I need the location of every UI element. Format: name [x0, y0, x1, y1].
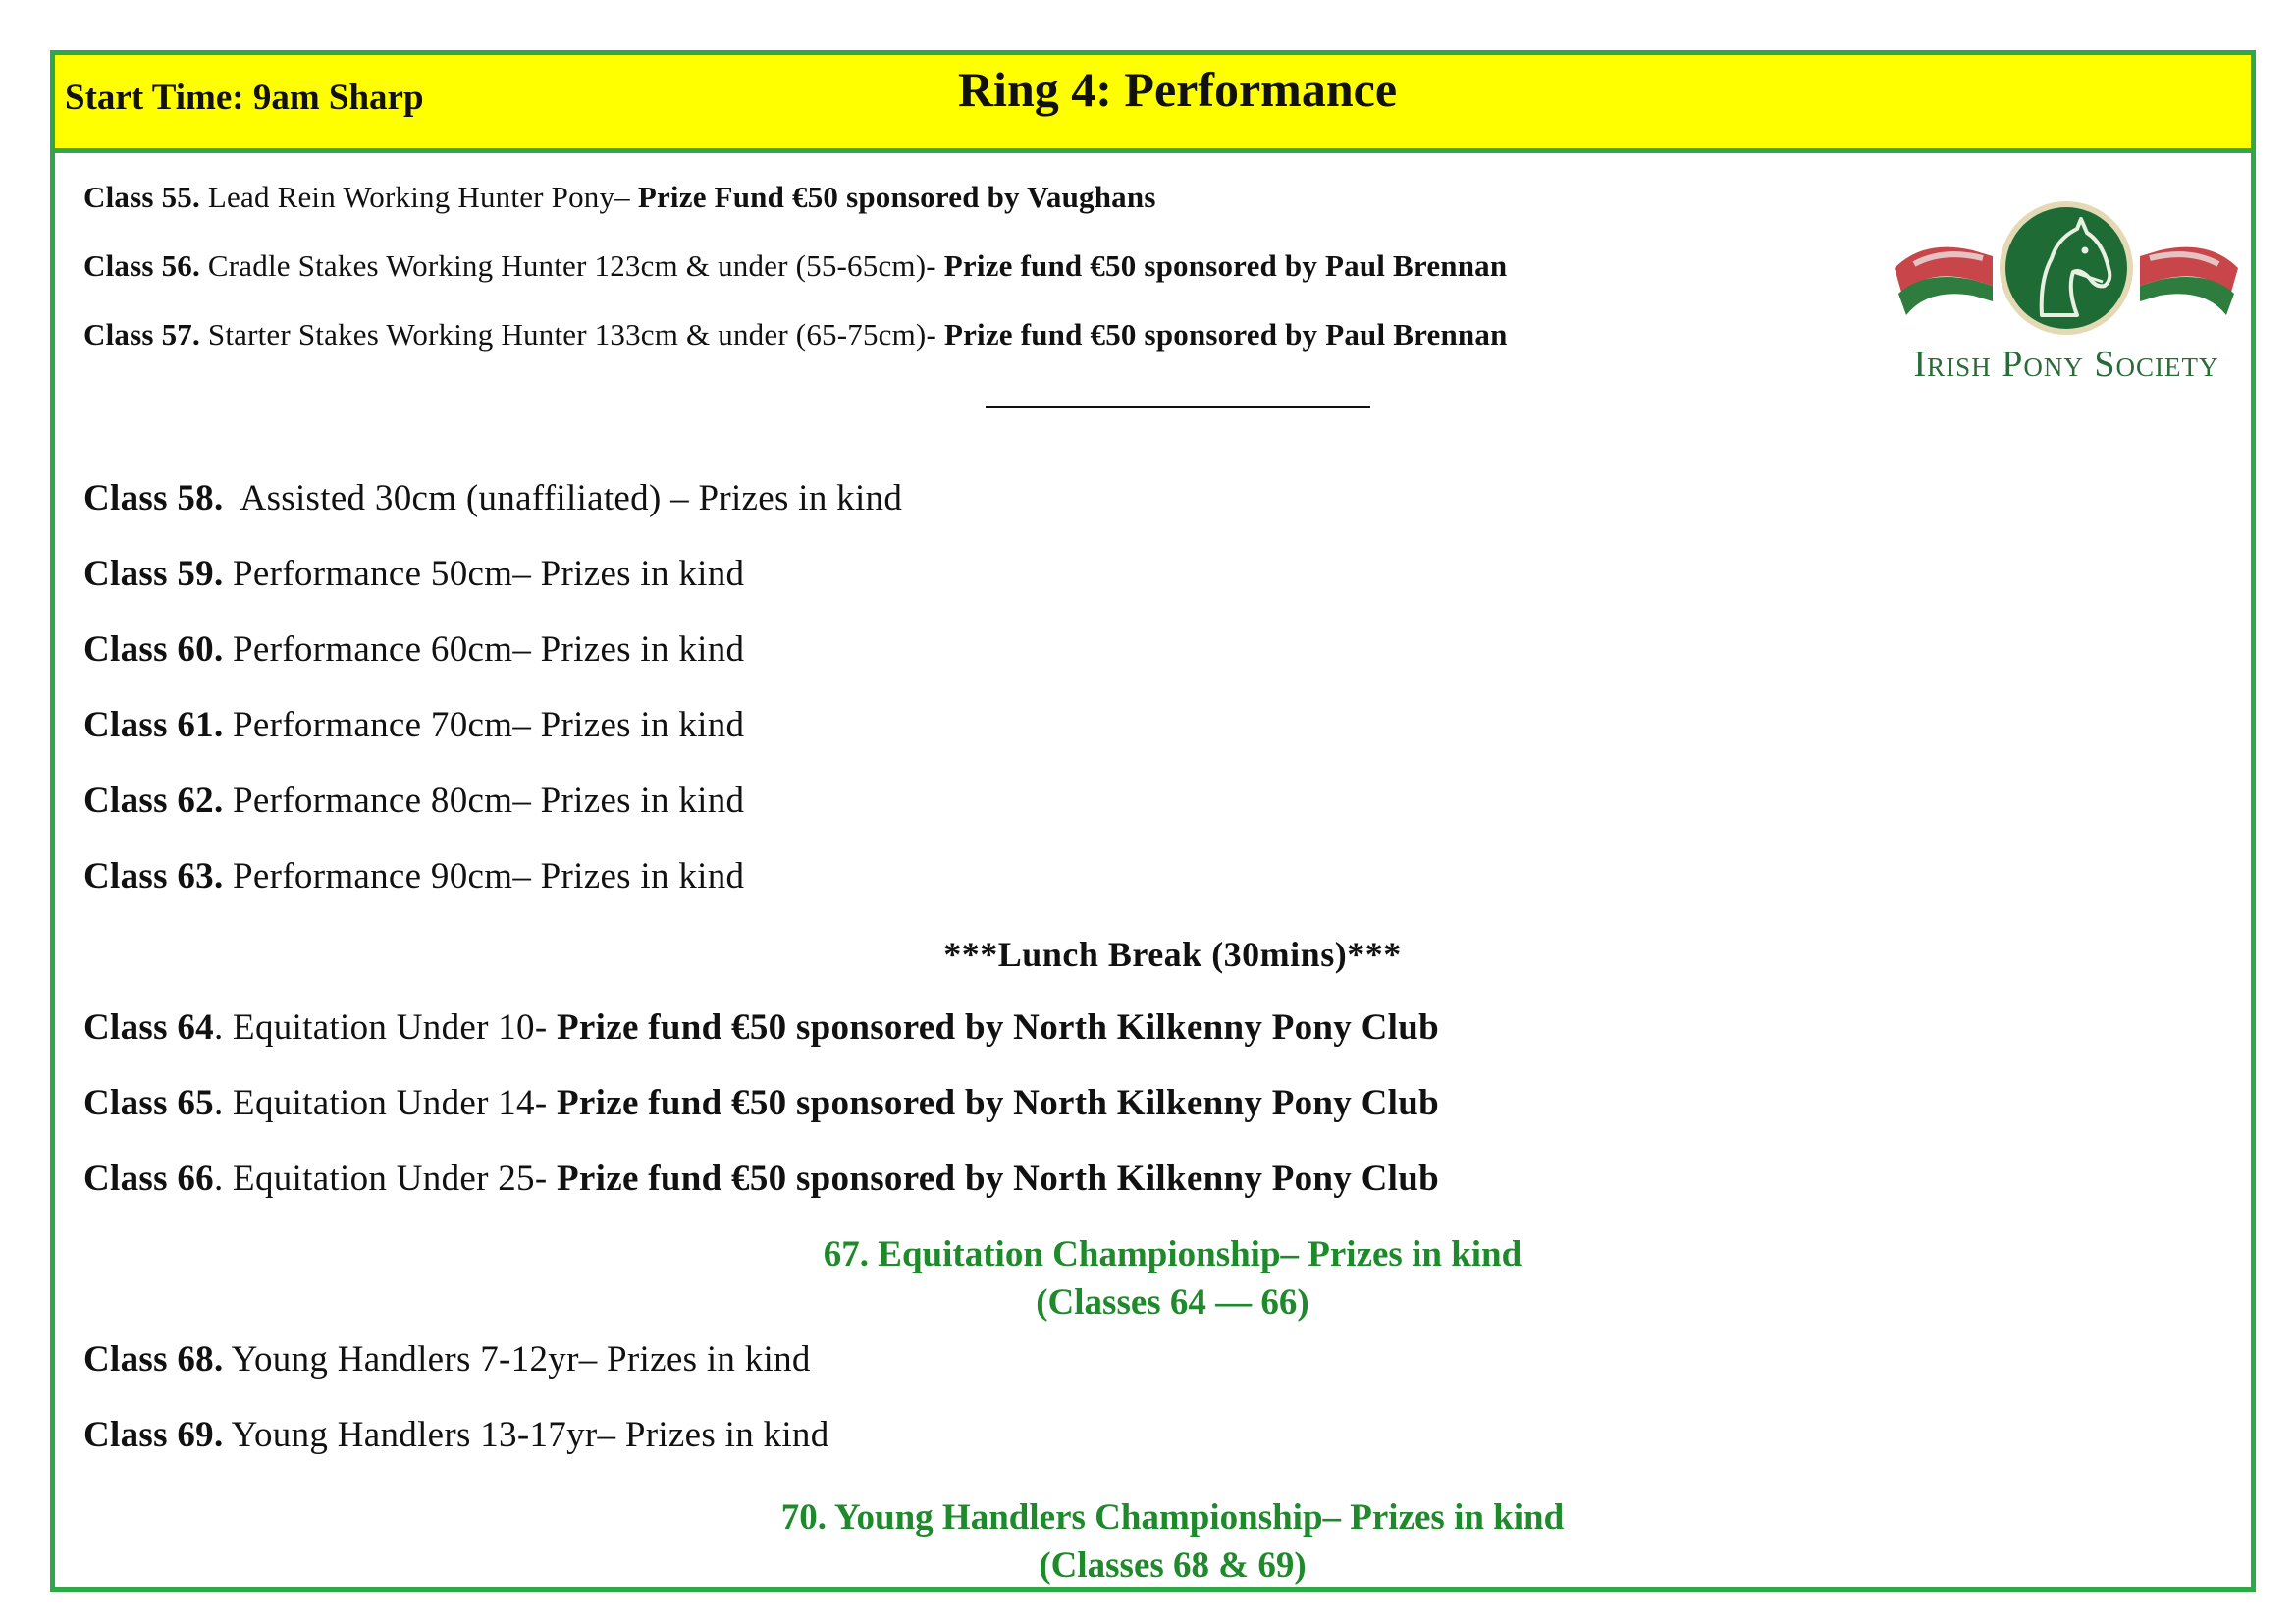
class-prize: Prize fund €50 sponsored by North Kilkenny Pony Club	[557, 1159, 1439, 1199]
class-name: Cradle Stakes Working Hunter 123cm & under (55-65cm)-	[199, 248, 944, 283]
equitation-championship-classes: (Classes 64 — 66)	[1036, 1282, 1309, 1323]
class-label: Class 69.	[83, 1415, 224, 1455]
section-divider	[986, 406, 1370, 408]
handlers-championship-title: 70. Young Handlers Championship– Prizes in kind	[780, 1497, 1565, 1538]
class-name: Young Handlers 7-12yr– Prizes in kind	[223, 1339, 811, 1380]
lunch-break: ***Lunch Break (30mins)***	[943, 935, 1402, 974]
class-name: . Equitation Under 10-	[213, 1007, 558, 1048]
class-prize: Prize fund €50 sponsored by North Kilkenny Pony Club	[557, 1007, 1439, 1048]
class-name: Lead Rein Working Hunter Pony–	[199, 180, 638, 214]
class-line	[83, 553, 744, 595]
handlers-championship-classes: (Classes 68 & 69)	[1039, 1545, 1307, 1586]
class-name: Performance 80cm– Prizes in kind	[223, 781, 745, 821]
class-name: Performance 50cm– Prizes in kind	[223, 554, 745, 594]
class-label: Class 64	[83, 1007, 214, 1048]
class-line	[83, 317, 1508, 352]
class-label: Class 57.	[83, 317, 200, 352]
page-title: Ring 4: Performance	[957, 62, 1398, 117]
class-name: . Equitation Under 25-	[213, 1159, 558, 1199]
class-line	[83, 1082, 1439, 1124]
logo-emblem-icon	[1885, 199, 2248, 337]
class-label: Class 66	[83, 1159, 214, 1199]
class-line	[83, 628, 744, 671]
class-name: Starter Stakes Working Hunter 133cm & under (65-75cm)-	[199, 317, 944, 352]
class-line	[83, 1006, 1439, 1049]
class-label: Class 61.	[83, 705, 224, 745]
schedule-frame	[50, 50, 2256, 1592]
class-label: Class 63.	[83, 856, 224, 896]
class-name: Performance 90cm– Prizes in kind	[223, 856, 745, 896]
class-label: Class 60.	[83, 629, 224, 670]
header-bar	[55, 55, 2251, 153]
irish-pony-society-logo	[1885, 199, 2248, 385]
equitation-championship-title: 67. Equitation Championship– Prizes in kind	[823, 1234, 1522, 1274]
class-line	[83, 780, 744, 822]
class-prize: Prize Fund €50 sponsored by Vaughans	[637, 180, 1156, 214]
logo-text: Irish Pony Society	[1913, 344, 2219, 385]
class-line	[83, 1414, 829, 1456]
class-label: Class 58.	[83, 478, 224, 518]
class-line	[83, 180, 1156, 215]
class-line	[83, 1158, 1439, 1200]
class-prize: Prize fund €50 sponsored by Paul Brennan	[943, 317, 1508, 352]
class-label: Class 65	[83, 1083, 214, 1123]
class-name: Young Handlers 13-17yr– Prizes in kind	[223, 1415, 829, 1455]
class-label: Class 56.	[83, 248, 200, 283]
class-label: Class 68.	[83, 1339, 224, 1380]
class-line	[83, 704, 744, 746]
class-line	[83, 248, 1507, 284]
start-time: Start Time: 9am Sharp	[65, 78, 424, 118]
class-name: Performance 70cm– Prizes in kind	[223, 705, 745, 745]
class-label: Class 62.	[83, 781, 224, 821]
class-label: Class 59.	[83, 554, 224, 594]
class-name: . Equitation Under 14-	[213, 1083, 558, 1123]
class-line	[83, 855, 744, 897]
class-line	[83, 477, 902, 519]
class-prize: Prize fund €50 sponsored by Paul Brennan	[943, 248, 1508, 283]
class-name: Performance 60cm– Prizes in kind	[223, 629, 745, 670]
class-prize: Prize fund €50 sponsored by North Kilkenny Pony Club	[557, 1083, 1439, 1123]
class-label: Class 55.	[83, 180, 200, 214]
class-name: Assisted 30cm (unaffiliated) – Prizes in kind	[223, 478, 903, 518]
class-line	[83, 1338, 811, 1380]
